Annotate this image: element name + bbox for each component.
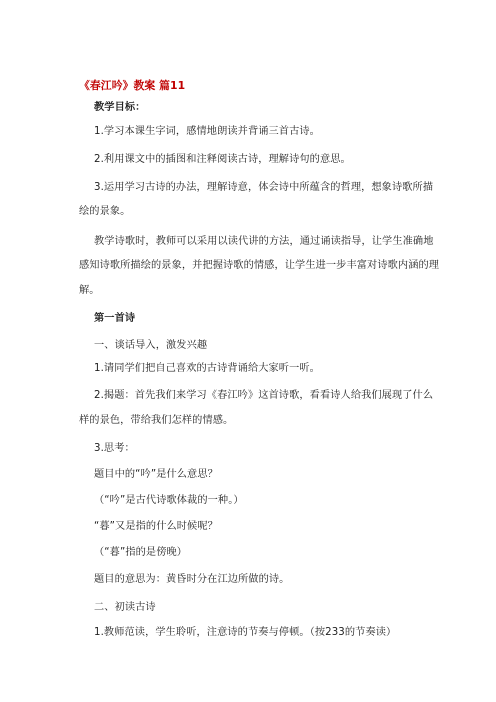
paragraph-line: 感知诗歌所描绘的景象，并把握诗歌的情感，让学生进一步丰富对诗歌内涵的理 bbox=[79, 260, 440, 271]
paragraph-line: （“暮”指的是傍晚） bbox=[94, 547, 188, 558]
paragraph-line: 绘的景象。 bbox=[79, 206, 131, 217]
paragraph-line: 1.请同学们把自己喜欢的古诗背诵给大家听一听。 bbox=[94, 363, 320, 374]
paragraph-line: 样的景色，带给我们怎样的情感。 bbox=[79, 415, 234, 426]
paragraph-line: 3.思考： bbox=[94, 443, 135, 454]
paragraph-line: 题目中的“吟”是什么意思？ bbox=[94, 469, 218, 480]
paragraph-line: 题目的意思为：黄昏时分在江边所做的诗。 bbox=[94, 574, 290, 585]
paragraph-line: 1.教师范读，学生聆听，注意诗的节奏与停顿。（按233的节奏读） bbox=[94, 627, 397, 638]
paragraph-line: 2.揭题：首先我们来学习《春江吟》这首诗歌，看看诗人给我们展现了什么 bbox=[94, 390, 434, 401]
paragraph-line: 1.学习本课生字词，感情地朗读并背诵三首古诗。 bbox=[94, 126, 320, 137]
paragraph-line: 一、谈话导入，激发兴趣 bbox=[94, 340, 208, 351]
paragraph-line: 二、初读古诗 bbox=[94, 602, 156, 613]
paragraph-line: 教学诗歌时，教师可以采用以读代讲的方法，通过诵读指导，让学生准确地 bbox=[94, 236, 434, 247]
section-heading-first-poem: 第一首诗 bbox=[94, 313, 136, 324]
paragraph-line: （“吟”是古代诗歌体裁的一种。） bbox=[94, 495, 244, 506]
paragraph-line: 2.利用课文中的插图和注释阅读古诗，理解诗句的意思。 bbox=[94, 154, 351, 165]
paragraph-line: 解。 bbox=[79, 285, 100, 296]
paragraph-line: 3.运用学习古诗的办法，理解诗意，体会诗中所蕴含的哲理，想象诗歌所描 bbox=[94, 182, 434, 193]
document-title: 《春江吟》教案 篇11 bbox=[79, 79, 186, 92]
paragraph-line: “暮”又是指的什么时候呢？ bbox=[94, 521, 218, 532]
section-heading-objectives: 教学目标： bbox=[94, 102, 146, 113]
